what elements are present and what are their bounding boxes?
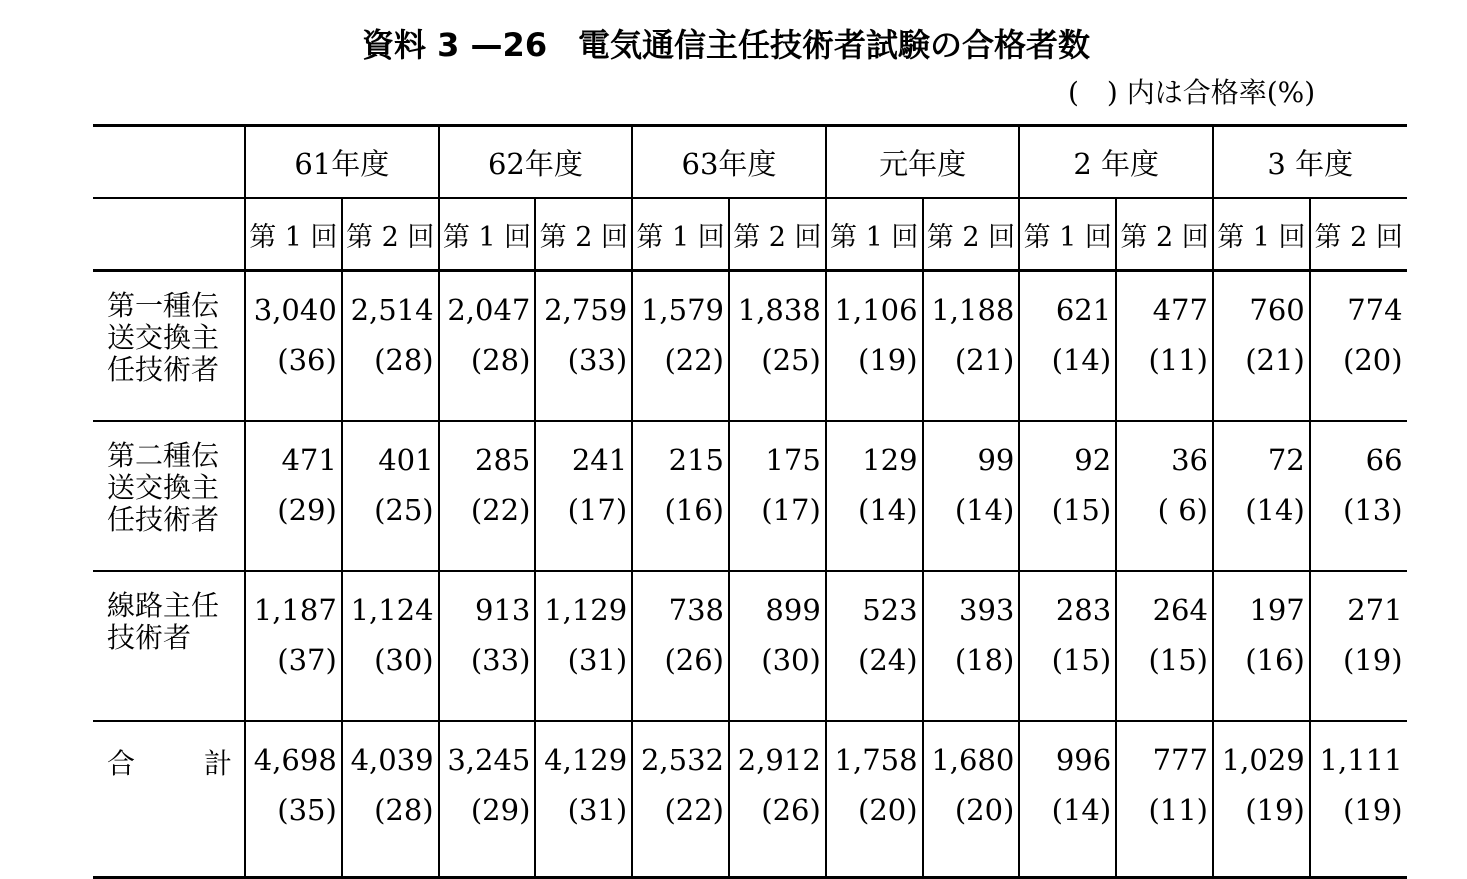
rate: (20): [954, 793, 1015, 827]
rate: (21): [1245, 343, 1305, 377]
count: 197: [1249, 593, 1305, 627]
year-header: 61年度: [245, 126, 439, 199]
rate: (22): [664, 343, 724, 377]
data-cell: [1019, 271, 1116, 422]
count: 523: [862, 593, 918, 627]
session-header: 第 1 回: [245, 198, 342, 271]
corner-cell: [93, 126, 245, 199]
rate: (14): [1245, 493, 1305, 527]
count: 285: [475, 443, 531, 477]
count: 1,106: [834, 293, 918, 327]
row-label: 第一種伝 送交換主 任技術者: [93, 271, 245, 422]
data-cell: [1116, 271, 1213, 422]
year-header: 2 年度: [1019, 126, 1213, 199]
data-cell: [632, 571, 729, 721]
rate: (15): [1051, 493, 1112, 527]
count: 1,680: [931, 743, 1015, 777]
rate: (28): [374, 343, 434, 377]
rate: (13): [1343, 493, 1403, 527]
table-row: [93, 421, 1407, 571]
count: 1,758: [834, 743, 918, 777]
data-cell: [826, 271, 923, 422]
rate: (28): [470, 343, 531, 377]
rate: (20): [858, 793, 918, 827]
row-label: 線路主任 技術者: [93, 571, 245, 721]
count: 264: [1152, 593, 1208, 627]
data-cell: [535, 421, 632, 571]
data-cell: [245, 421, 342, 571]
count: 760: [1249, 293, 1305, 327]
data-cell: [1116, 421, 1213, 571]
count: 1,838: [737, 293, 821, 327]
count: 2,047: [447, 293, 531, 327]
rate: (31): [567, 793, 628, 827]
count: 4,698: [253, 743, 337, 777]
session-header: 第 1 回: [632, 198, 729, 271]
count: 283: [1055, 593, 1112, 627]
data-cell: [342, 571, 439, 721]
data-cell: [1116, 721, 1213, 878]
rate: (17): [567, 493, 628, 527]
count: 777: [1152, 743, 1208, 777]
count: 913: [475, 593, 531, 627]
count: 996: [1055, 743, 1112, 777]
data-cell: [439, 721, 536, 878]
rate: (17): [761, 493, 821, 527]
data-cell: [439, 421, 536, 571]
rate: (36): [277, 343, 337, 377]
count: 72: [1267, 443, 1305, 477]
rate: (29): [277, 493, 337, 527]
data-cell: [1310, 271, 1407, 422]
exam-passers-table: [93, 124, 1407, 879]
session-header: 第 1 回: [826, 198, 923, 271]
year-header: 3 年度: [1213, 126, 1407, 199]
count: 1,188: [931, 293, 1015, 327]
rate: (22): [470, 493, 531, 527]
table-row: [93, 271, 1407, 422]
data-cell: [729, 421, 826, 571]
rate: (11): [1148, 793, 1208, 827]
row-label: 第二種伝 送交換主 任技術者: [93, 421, 245, 571]
session-header: 第 2 回: [1116, 198, 1213, 271]
data-cell: [826, 721, 923, 878]
count: 1,129: [544, 593, 628, 627]
count: 3,040: [253, 293, 337, 327]
session-header: 第 2 回: [729, 198, 826, 271]
count: 175: [765, 443, 821, 477]
rate: (35): [277, 793, 337, 827]
data-cell: [535, 721, 632, 878]
rate: (25): [761, 343, 821, 377]
rate: (16): [1245, 643, 1305, 677]
data-cell: [342, 271, 439, 422]
rate: (33): [470, 643, 531, 677]
rate-note: ( ) 内は合格率(%): [1068, 76, 1316, 109]
rate: (24): [858, 643, 918, 677]
data-cell: [535, 271, 632, 422]
rate: (20): [1343, 343, 1403, 377]
rate: (26): [761, 793, 821, 827]
count: 92: [1074, 443, 1112, 477]
count: 129: [862, 443, 918, 477]
count: 4,039: [350, 743, 434, 777]
data-cell: [1213, 271, 1310, 422]
rate: (37): [277, 643, 337, 677]
rate: (31): [567, 643, 628, 677]
data-cell: [729, 721, 826, 878]
session-header: 第 2 回: [342, 198, 439, 271]
year-header: 元年度: [826, 126, 1020, 199]
rate: (19): [1245, 793, 1305, 827]
data-cell: [923, 571, 1020, 721]
count: 471: [281, 443, 337, 477]
count: 477: [1152, 293, 1208, 327]
count: 774: [1347, 293, 1403, 327]
count: 401: [378, 443, 434, 477]
count: 2,912: [737, 743, 821, 777]
data-cell: [632, 421, 729, 571]
data-cell: [729, 271, 826, 422]
data-cell: [923, 721, 1020, 878]
total-row: [93, 721, 1407, 878]
session-header: 第 2 回: [923, 198, 1020, 271]
data-cell: [535, 571, 632, 721]
rate: (19): [1343, 793, 1403, 827]
title-text: 電気通信主任技術者試験の合格者数: [578, 26, 1091, 64]
rate: (30): [761, 643, 821, 677]
count: 99: [977, 443, 1015, 477]
corner-cell: [93, 198, 245, 271]
data-cell: [826, 571, 923, 721]
count: 2,759: [544, 293, 628, 327]
data-cell: [439, 571, 536, 721]
year-header: 62年度: [439, 126, 633, 199]
rate: (30): [374, 643, 434, 677]
count: 1,187: [253, 593, 337, 627]
data-cell: [245, 721, 342, 878]
count: 621: [1055, 293, 1112, 327]
rate: (25): [374, 493, 434, 527]
year-header-row: [93, 126, 1407, 199]
rate: (19): [1343, 643, 1403, 677]
count: 3,245: [447, 743, 531, 777]
rate: (19): [858, 343, 918, 377]
data-cell: [1116, 571, 1213, 721]
count: 899: [765, 593, 821, 627]
data-cell: [1310, 571, 1407, 721]
data-cell: [1019, 421, 1116, 571]
count: 393: [959, 593, 1015, 627]
rate: (14): [1051, 793, 1112, 827]
count: 1,124: [350, 593, 434, 627]
total-label: 合 計: [93, 721, 245, 878]
data-cell: [342, 421, 439, 571]
data-cell: [342, 721, 439, 878]
data-cell: [1213, 721, 1310, 878]
table-row: [93, 571, 1407, 721]
rate: (15): [1051, 643, 1112, 677]
count: 4,129: [544, 743, 628, 777]
document-title: [0, 20, 1467, 70]
count: 2,514: [350, 293, 434, 327]
rate: ( 6): [1157, 493, 1208, 527]
count: 738: [668, 593, 724, 627]
session-header: 第 1 回: [1019, 198, 1116, 271]
session-header: 第 2 回: [535, 198, 632, 271]
rate: (33): [567, 343, 628, 377]
rate: (18): [954, 643, 1015, 677]
session-header-row: [93, 198, 1407, 271]
data-cell: [923, 271, 1020, 422]
rate: (29): [470, 793, 531, 827]
rate: (14): [1051, 343, 1112, 377]
data-cell: [439, 271, 536, 422]
session-header: 第 2 回: [1310, 198, 1407, 271]
count: 215: [668, 443, 724, 477]
count: 1,111: [1319, 743, 1403, 777]
data-cell: [923, 421, 1020, 571]
data-cell: [1019, 571, 1116, 721]
rate: (14): [954, 493, 1015, 527]
data-cell: [1310, 721, 1407, 878]
rate: (21): [954, 343, 1015, 377]
data-cell: [1213, 421, 1310, 571]
data-cell: [1310, 421, 1407, 571]
rate: (14): [858, 493, 918, 527]
session-header: 第 1 回: [1213, 198, 1310, 271]
rate: (16): [664, 493, 724, 527]
session-header: 第 1 回: [439, 198, 536, 271]
count: 36: [1171, 443, 1208, 477]
rate: (22): [664, 793, 724, 827]
data-cell: [632, 271, 729, 422]
data-cell: [1019, 721, 1116, 878]
rate: (26): [664, 643, 724, 677]
count: 66: [1365, 443, 1403, 477]
count: 1,029: [1221, 743, 1305, 777]
data-cell: [245, 271, 342, 422]
data-cell: [632, 721, 729, 878]
data-cell: [245, 571, 342, 721]
count: 1,579: [640, 293, 724, 327]
data-cell: [1213, 571, 1310, 721]
data-cell: [729, 571, 826, 721]
rate: (15): [1148, 643, 1208, 677]
count: 271: [1347, 593, 1403, 627]
count: 2,532: [640, 743, 724, 777]
rate: (28): [374, 793, 434, 827]
data-cell: [826, 421, 923, 571]
title-number: 資料 3 —26: [362, 26, 548, 64]
rate: (11): [1148, 343, 1208, 377]
year-header: 63年度: [632, 126, 826, 199]
count: 241: [571, 443, 628, 477]
